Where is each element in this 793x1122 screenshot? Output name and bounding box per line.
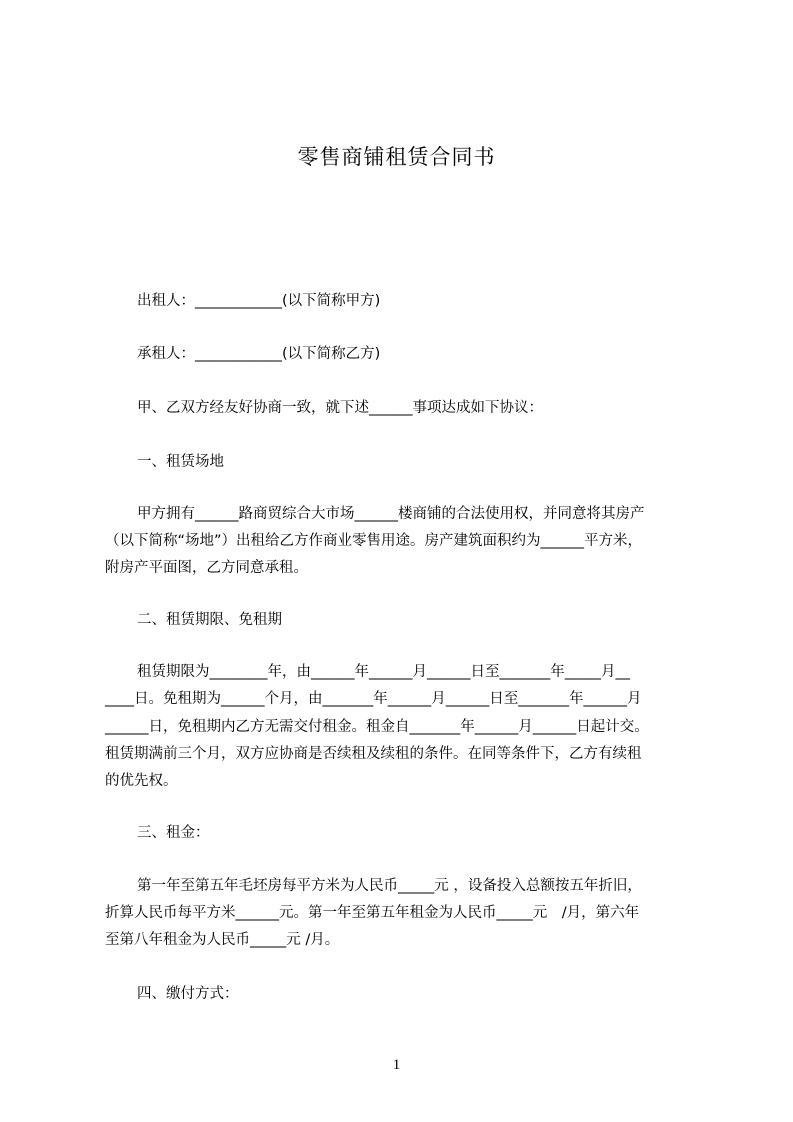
- preamble-line: 甲、乙双方经友好协商一致，就下述______事项达成如下协议：: [137, 400, 543, 416]
- section1-heading: 一、租赁场地: [137, 454, 224, 470]
- section2-line-5: 的优先权。: [105, 773, 178, 789]
- section1-line-3: 附房产平面图，乙方同意承租。: [105, 560, 308, 576]
- section1-line-1: 甲方拥有______路商贸综合大市场______楼商铺的合法使用权，并同意将其房产: [137, 506, 645, 522]
- section1-line-2: （以下简称“场地”）出租给乙方作商业零售用途。房产建筑面积约为______平方米，: [105, 533, 643, 549]
- lessee-line: 承租人：____________(以下简称乙方): [137, 346, 381, 362]
- page-number: 1: [392, 1057, 401, 1073]
- section2-line-4: 租赁期满前三个月，双方应协商是否续租及续租的条件。在同等条件下，乙方有续租: [105, 746, 642, 762]
- section3-line-2: 折算人民币每平方米______元。第一年至第五年租金为人民币_____元 /月，第六年: [105, 905, 640, 921]
- section3-line-3: 至第八年租金为人民币_____元 /月。: [105, 932, 340, 948]
- section2-heading: 二、租赁期限、免租期: [137, 612, 282, 628]
- document-title: 零售商铺租赁合同书: [297, 145, 496, 169]
- section4-heading: 四、缴付方式：: [137, 986, 239, 1002]
- section2-line-2: ____日。免租期为______个月，由_______年______月______日至_______年______月: [105, 691, 642, 707]
- section2-line-1: 租赁期限为________年，由______年______月______日至_______年_____月__: [137, 664, 630, 680]
- lessor-line: 出租人：____________(以下简称甲方): [137, 293, 381, 309]
- section3-heading: 三、租金：: [137, 825, 210, 841]
- section3-line-1: 第一年至第五年毛坯房每平方米为人民币_____元 ，设备投入总额按五年折旧，: [137, 878, 642, 894]
- section2-line-3: ______日，免租期内乙方无需交付租金。租金自_______年______月______日起计交。: [105, 719, 649, 735]
